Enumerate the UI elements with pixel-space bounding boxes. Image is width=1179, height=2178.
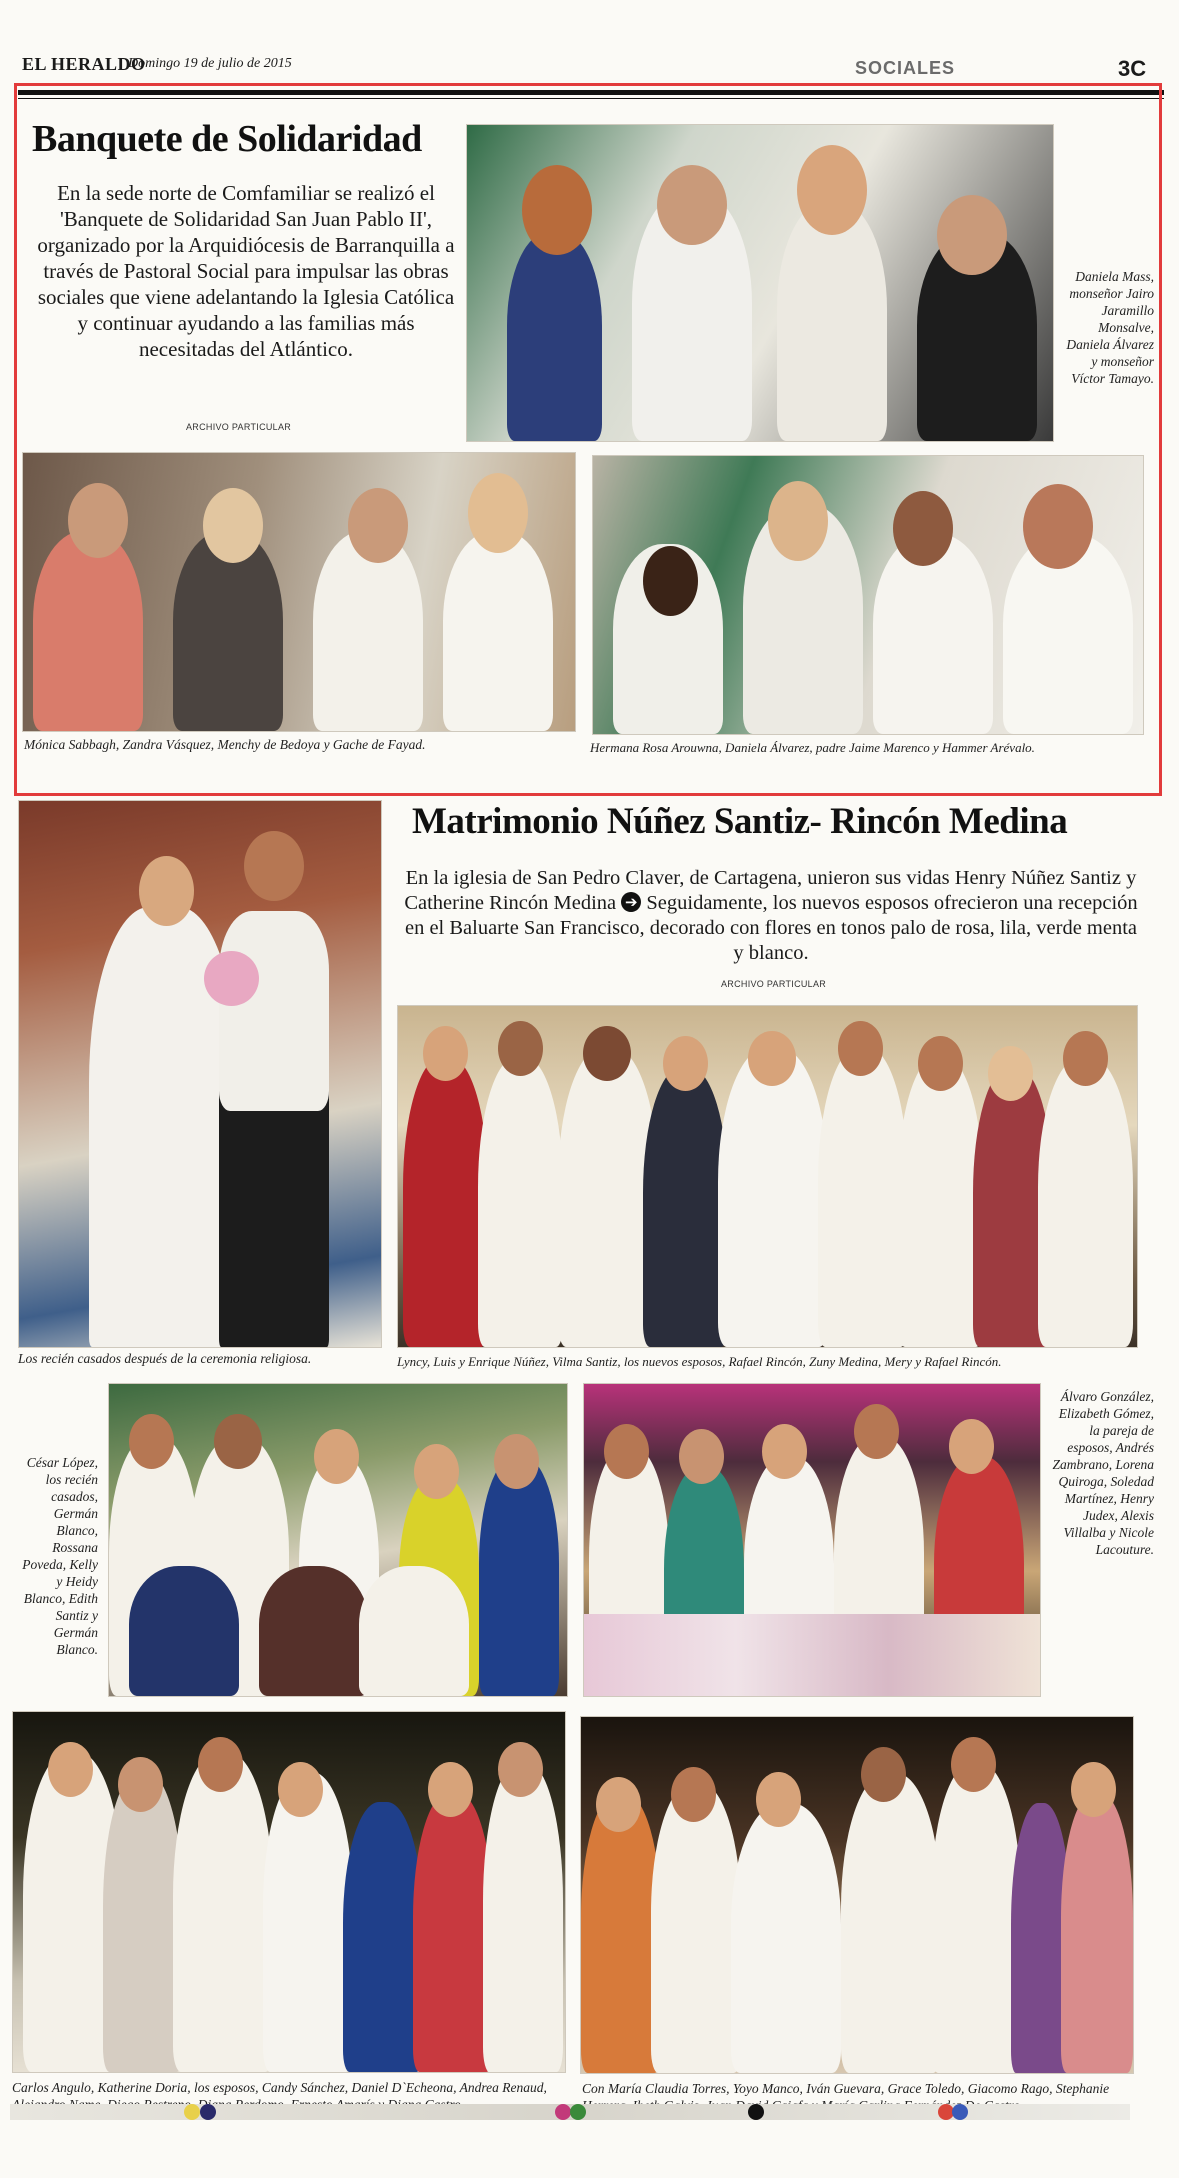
story2-credit: ARCHIVO PARTICULAR [721, 979, 827, 989]
story2-photo-6-caption: Con María Claudia Torres, Yoyo Manco, Iván Guevara, Grace Toledo, Giacomo Rago, Stephanie [582, 2081, 1110, 2096]
registration-mark [570, 2104, 586, 2120]
registration-mark [555, 2104, 571, 2120]
registration-mark [748, 2104, 764, 2120]
story2-lede [398, 866, 1144, 966]
story2-photo-2 [397, 1005, 1138, 1348]
arrow-right-icon: ➔ [621, 892, 641, 912]
story2-photo-1-caption: Los recién casados después de la ceremonia religiosa. [18, 1351, 312, 1366]
page-number: 3C [1118, 56, 1147, 81]
story1-photo-2 [22, 452, 576, 732]
story1-lede: En la sede norte de Comfamiliar se realizó el 'Banquete de Solidaridad San Juan Pablo II', organizado por la Arquidiócesis de Barranquilla a través de Pastoral Social para impulsar las obras sociales que viene adelantando la Iglesia Católica y continuar ayudando a las familias más necesitadas del Atlántico. [37, 181, 455, 361]
story1-headline: Banquete de Solidaridad [32, 118, 422, 160]
story2-photo-3-caption: César López, los recién casados, Germán Blanco, Rossana Poveda, Kelly y Heidy Blanco, Edith Santiz y Germán Blanco. [22, 1455, 98, 1657]
story2-photo-5 [12, 1711, 566, 2073]
story2-photo-3 [108, 1383, 568, 1697]
registration-mark [952, 2104, 968, 2120]
story1-photo-2-caption: Mónica Sabbagh, Zandra Vásquez, Menchy de Bedoya y Gache de Fayad. [24, 737, 426, 752]
story2-headline: Matrimonio Núñez Santiz- Rincón Medina [412, 801, 1068, 842]
story1-photo-1-caption: Daniela Mass, monseñor Jairo Jaramillo Monsalve, Daniela Álvarez y monseñor Víctor Tamayo. [1066, 269, 1154, 386]
story2-photo-1 [18, 800, 382, 1348]
story2-lede-part2: Seguidamente, los nuevos esposos ofrecieron una recepción en el Baluarte San Francisco, decorado con flores en tonos palo de rosa, lila, verde menta y blanco. [404, 892, 1138, 964]
story1-credit: ARCHIVO PARTICULAR [186, 422, 292, 432]
issue-date: Domingo 19 de julio de 2015 [128, 56, 292, 71]
registration-mark [184, 2104, 200, 2120]
story1-photo-3-caption: Hermana Rosa Arouwna, Daniela Álvarez, padre Jaime Marenco y Hammer Arévalo. [590, 740, 1035, 755]
story2-photo-6 [580, 1716, 1134, 2074]
story2-photo-4 [583, 1383, 1041, 1697]
story2-lede-part1: En la iglesia de San Pedro Claver, de Cartagena, unieron sus vidas Henry Núñez Santiz y Catherine Rincón Medina [404, 867, 1137, 914]
story1-photo-3 [592, 455, 1144, 735]
story2-photo-5-caption: Carlos Angulo, Katherine Doria, los esposos, Candy Sánchez, Daniel D`Echeona, Andrea Renaud, [12, 2080, 547, 2095]
section-label: SOCIALES [855, 58, 956, 78]
paper-name: EL HERALDO [22, 54, 146, 74]
story2-photo-4-caption: Álvaro González, Elizabeth Gómez, la pareja de esposos, Andrés Zambrano, Lorena Quiroga, Soledad Martínez, Henry Judex, Alexis Villalba y Nicole Lacouture. [1052, 1389, 1154, 1557]
story1-photo-1 [466, 124, 1054, 442]
registration-mark [200, 2104, 216, 2120]
story2-photo-2-caption: Lyncy, Luis y Enrique Núñez, Vilma Santiz, los nuevos esposos, Rafael Rincón, Zuny Medina, Mery y Rafael Rincón. [397, 1354, 1002, 1369]
